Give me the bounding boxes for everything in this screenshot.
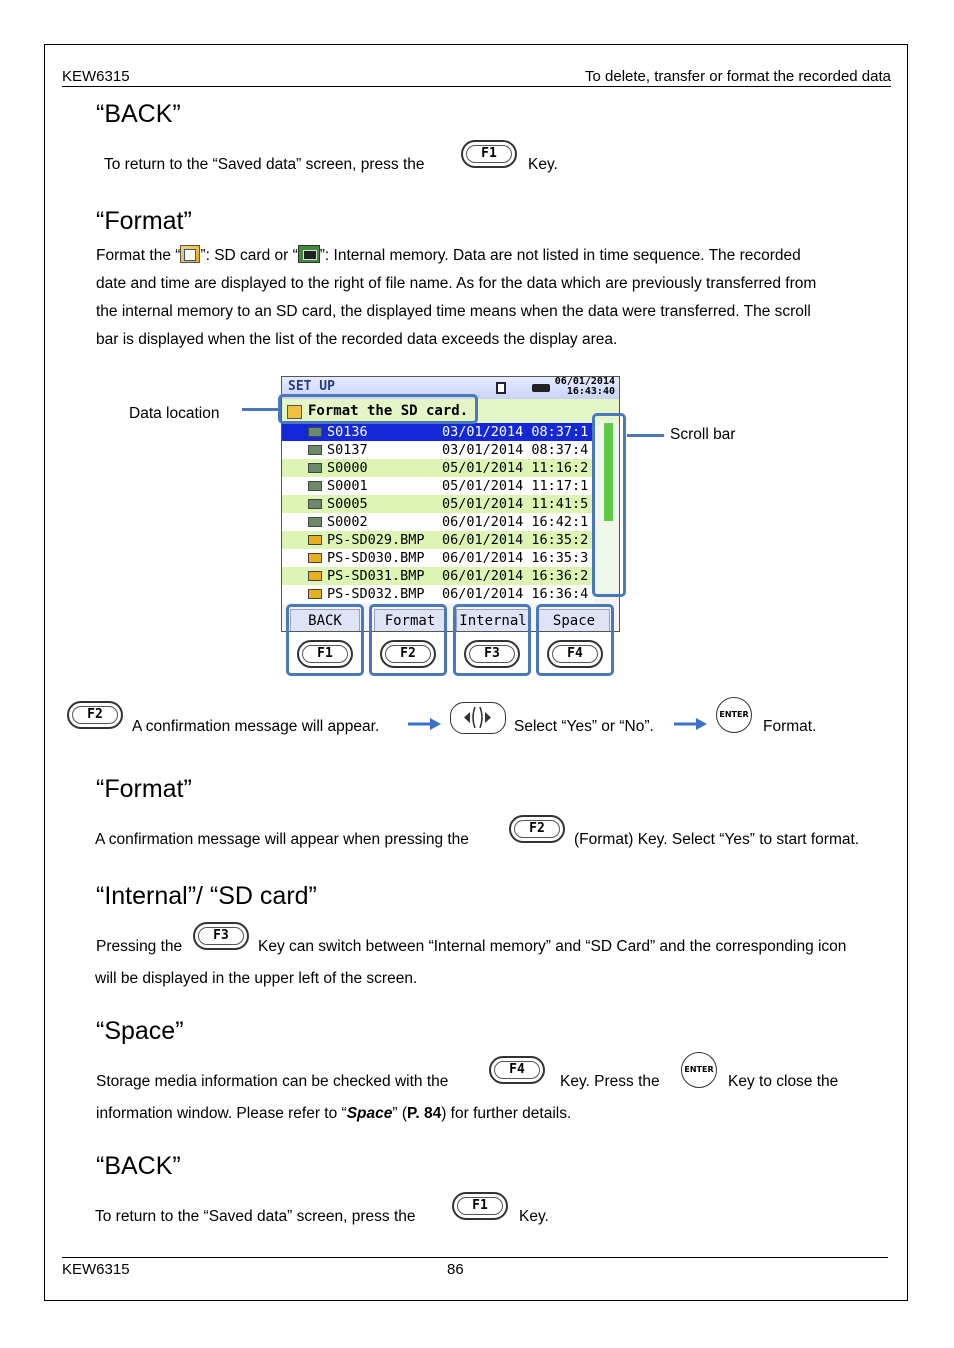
file-name: PS-SD029.BMP [327,532,425,548]
header-left: KEW6315 [62,68,130,85]
file-time: 03/01/2014 08:37:4 [442,442,589,458]
f2-key-icon: F2 [67,701,123,729]
step-format: Format. [763,718,817,735]
file-row[interactable] [282,585,594,603]
back-text: To return to the “Saved data” screen, press the [104,156,425,173]
file-name: PS-SD030.BMP [327,550,425,566]
step-confirm: A confirmation message will appear. [132,718,380,735]
heading-space: “Space” [96,1017,184,1045]
file-time: 06/01/2014 16:35:3 [442,550,589,566]
internal-memory-icon [298,245,320,263]
format2-text-after: (Format) Key. Select “Yes” to start format. [574,831,860,848]
back2-text-after: Key. [519,1208,549,1225]
file-name: S0005 [327,496,368,512]
file-row[interactable] [282,549,594,567]
step-select: Select “Yes” or “No”. [514,718,654,735]
enter-key-icon: ENTER [716,697,752,733]
file-row[interactable] [282,477,594,495]
format-paragraph: Format the “ ”: SD card or “ ”: Internal memory. Data are not listed in time sequence. The recorded date and time are displayed to the right of file name. As for the data which are previously transferred from the internal memory to an SD card, the displayed time means when the data were transferred. The scroll bar is displayed when the list of the recorded data exceeds the display area. [96,247,817,348]
screen-location: Format the SD card. [308,403,469,419]
fn-tab-internal[interactable]: Internal [456,609,530,632]
f2-key-icon[interactable]: F2 [380,640,436,668]
file-time: 05/01/2014 11:17:1 [442,478,589,494]
internal-text-after: Key can switch between “Internal memory” and “SD Card” and the corresponding icon [258,938,847,955]
callout-data-location: Data location [129,405,220,422]
sd-card-status-icon [496,382,506,394]
data-file-icon [308,445,322,455]
bmp-file-icon [308,535,322,545]
file-time: 05/01/2014 11:16:2 [442,460,589,476]
f3-key-icon[interactable]: F3 [464,640,520,668]
bmp-file-icon [308,589,322,599]
file-name: S0136 [327,424,368,440]
data-file-icon [308,463,322,473]
data-file-icon [308,427,322,437]
file-name: PS-SD032.BMP [327,586,425,602]
space-text: Storage media information can be checked with the [96,1073,449,1090]
file-time: 06/01/2014 16:36:4 [442,586,589,602]
data-file-icon [308,481,322,491]
file-row[interactable] [282,513,594,531]
file-row[interactable] [282,441,594,459]
file-name: S0002 [327,514,368,530]
file-row[interactable] [282,423,594,441]
enter-key-icon: ENTER [681,1052,717,1088]
file-name: S0137 [327,442,368,458]
f4-key-icon[interactable]: F4 [547,640,603,668]
footer-rule [62,1257,888,1258]
space-text-mid: Key. Press the [560,1073,660,1090]
power-plug-icon [532,384,550,392]
heading-back: “BACK” [96,100,181,128]
file-time: 06/01/2014 16:35:2 [442,532,589,548]
file-row[interactable] [282,531,594,549]
f3-key-icon: F3 [193,922,249,950]
left-right-key-icon [450,702,506,734]
arrow-right-icon [674,717,708,731]
f2-key-icon: F2 [509,815,565,843]
back-text-after: Key. [528,156,558,173]
heading-internal-sd: “Internal”/ “SD card” [96,882,317,910]
space-reference: Space [346,1105,393,1122]
file-name: PS-SD031.BMP [327,568,425,584]
heading-format: “Format” [96,207,192,235]
back2-text: To return to the “Saved data” screen, press the [95,1208,416,1225]
screen-time: 16:43:40 [566,386,615,397]
f1-key-icon: F1 [452,1192,508,1220]
arrow-right-icon [408,717,442,731]
header-right: To delete, transfer or format the recorded data [585,68,891,85]
file-row[interactable] [282,495,594,513]
bmp-file-icon [308,553,322,563]
bmp-file-icon [308,571,322,581]
callout-scroll-bar: Scroll bar [670,426,736,443]
fn-tab-format[interactable]: Format [374,609,446,632]
header-rule [62,86,891,87]
data-file-icon [308,517,322,527]
fn-tab-back[interactable]: BACK [290,609,360,632]
callout-line-scroll [627,434,664,437]
internal-text: Pressing the [96,938,183,955]
fn-tab-space[interactable]: Space [538,609,610,632]
space-text-line2: information window. Please refer to “Space” (P. 84) for further details. [96,1105,572,1122]
file-row[interactable] [282,459,594,477]
format2-text: A confirmation message will appear when pressing the [95,831,469,848]
f1-key-icon[interactable]: F1 [297,640,353,668]
f1-key-icon: F1 [461,140,517,168]
data-file-icon [308,499,322,509]
screen-date: 06/01/2014 [554,376,615,387]
page-number: 86 [447,1261,464,1278]
file-time: 06/01/2014 16:42:1 [442,514,589,530]
highlight-scroll [592,413,626,597]
heading-format-2: “Format” [96,775,192,803]
file-time: 03/01/2014 08:37:1 [442,424,589,440]
file-name: S0000 [327,460,368,476]
page-reference: P. 84 [407,1105,442,1122]
file-time: 06/01/2014 16:36:2 [442,568,589,584]
internal-text-line2: will be displayed in the upper left of the screen. [95,970,418,987]
f4-key-icon: F4 [489,1056,545,1084]
space-text-after: Key to close the [728,1073,839,1090]
screen-title: SET UP [288,379,335,394]
file-time: 05/01/2014 11:41:5 [442,496,589,512]
file-row[interactable] [282,567,594,585]
heading-back-2: “BACK” [96,1152,181,1180]
highlight-location [278,394,478,424]
file-name: S0001 [327,478,368,494]
callout-line-location [242,408,280,411]
footer-left: KEW6315 [62,1261,130,1278]
sd-card-icon [180,245,200,263]
